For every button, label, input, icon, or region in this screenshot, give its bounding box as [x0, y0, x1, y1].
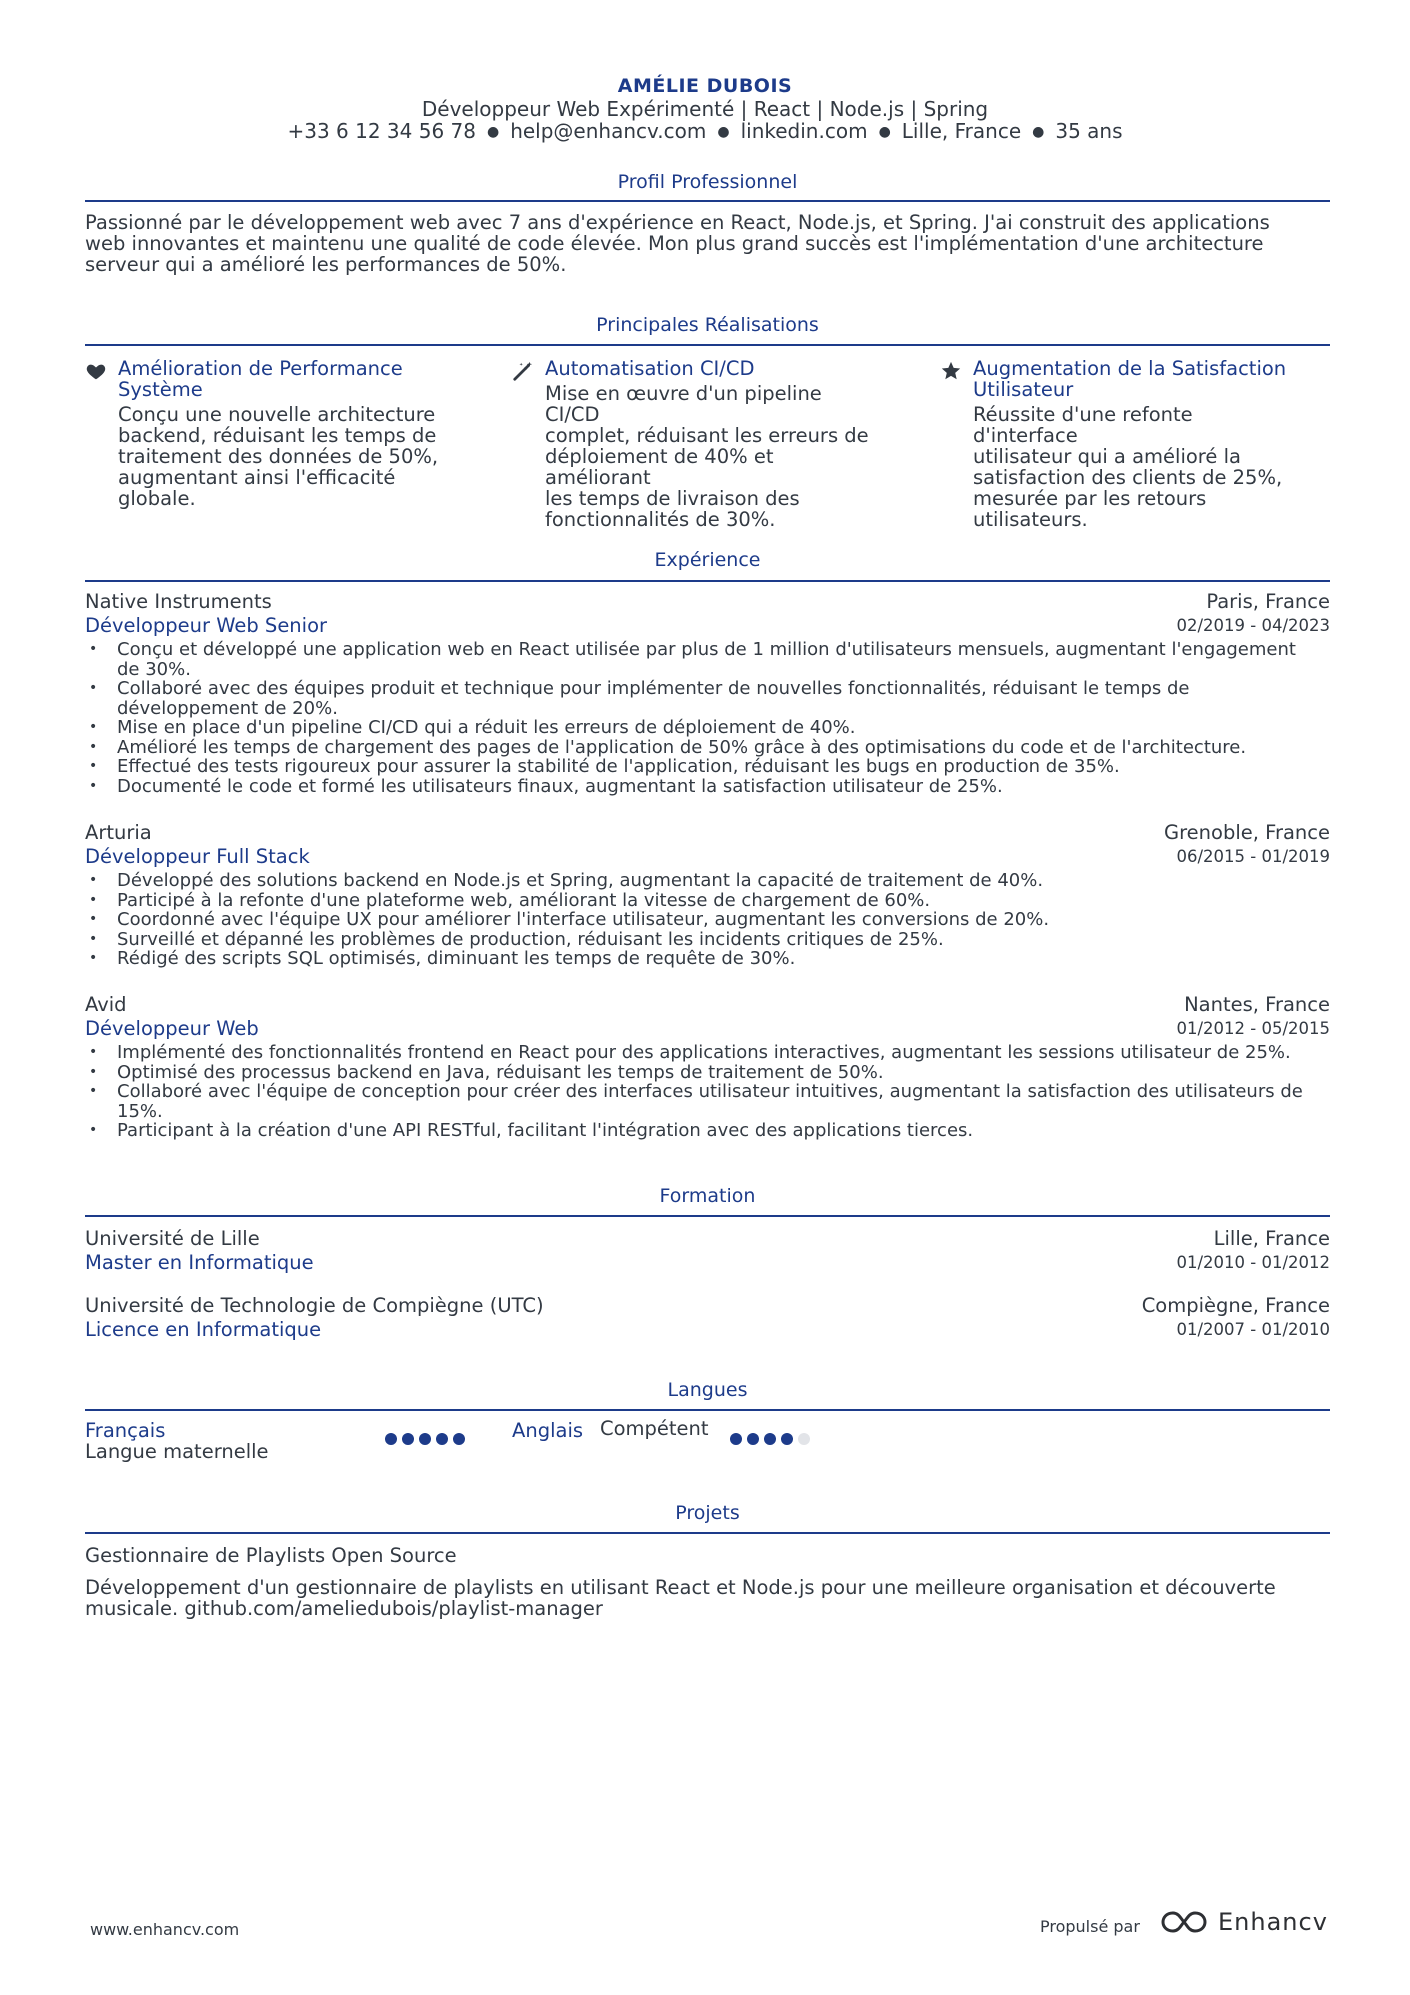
achievement-desc-line: backend, réduisant les temps de [118, 424, 437, 447]
rating-dot [730, 1433, 742, 1445]
list-item: • Participé à la refonte d'une plateforme web, améliorant la vitesse de chargement de 60%. [85, 891, 1330, 911]
age: 35 ans [1055, 119, 1123, 143]
project-title: Gestionnaire de Playlists Open Source [85, 1544, 457, 1567]
section-title-experience: Expérience [654, 549, 761, 571]
achievement-item [940, 358, 1300, 530]
achievement-desc-line: les temps de livraison des [545, 487, 800, 510]
language-item [512, 1420, 583, 1441]
job-location: Grenoble, France [1163, 821, 1330, 844]
rating-dot [402, 1433, 414, 1445]
separator-dot: ● [1032, 124, 1045, 140]
separator-dot: ● [717, 124, 730, 140]
job-dates: 01/2012 - 05/2015 [1176, 1019, 1330, 1038]
achievement-desc-line: Réussite d'une refonte d'interface [973, 403, 1193, 447]
rating-dot [436, 1433, 448, 1445]
section-title-languages: Langues [667, 1379, 748, 1401]
project-desc-line: Développement d'un gestionnaire de playlists en utilisant React et Node.js pour une meilleure organisation et découverte [85, 1576, 1276, 1599]
infinity-logo-icon [1160, 1909, 1208, 1935]
separator-dot: ● [878, 124, 891, 140]
list-item: • Mise en place d'un pipeline CI/CD qui a réduit les erreurs de déploiement de 40%. [85, 718, 1330, 738]
list-item: • Collaboré avec l'équipe de conception pour créer des interfaces utilisateur intuitives, augmentant la satisfaction des utilisateurs de 15%. [85, 1082, 1330, 1121]
language-name: Anglais [512, 1419, 584, 1442]
experience-entry [85, 993, 1330, 1141]
school-location: Lille, France [1213, 1227, 1330, 1250]
bullet-list [85, 1043, 1330, 1141]
rating-dot [798, 1433, 810, 1445]
summary-line: Passionné par le développement web avec 7 ans d'expérience en React, Node.js, et Spring. J'ai construit des applications [85, 211, 1270, 234]
job-location: Nantes, France [1184, 993, 1330, 1016]
list-item: • Effectué des tests rigoureux pour assurer la stabilité de l'application, réduisant les bugs en production de 35%. [85, 757, 1330, 777]
heart-icon [85, 360, 107, 382]
achievement-desc-line: complet, réduisant les erreurs de [545, 424, 869, 447]
summary-line: serveur qui a amélioré les performances de 50%. [85, 253, 567, 276]
section-divider [85, 1409, 1330, 1411]
rating-dot [385, 1433, 397, 1445]
rating-dot [764, 1433, 776, 1445]
language-item [85, 1420, 269, 1462]
achievement-desc-line: globale. [118, 487, 196, 510]
list-item: • Coordonné avec l'équipe UX pour améliorer l'interface utilisateur, augmentant les conversions de 20%. [85, 910, 1330, 930]
language-rating [730, 1433, 810, 1445]
language-level: Langue maternelle [85, 1440, 269, 1463]
list-item: • Participant à la création d'une API RESTful, facilitant l'intégration avec des applications tierces. [85, 1121, 1330, 1141]
achievement-title-line: Utilisateur [973, 378, 1074, 401]
list-item: • Conçu et développé une application web en React utilisée par plus de 1 million d'utilisateurs mensuels, augmentant l'engagement de 30%. [85, 640, 1330, 679]
experience-entry [85, 821, 1330, 969]
section-title-education: Formation [659, 1185, 756, 1207]
achievement-title [118, 358, 445, 400]
footer-url[interactable]: www.enhancv.com [90, 1920, 240, 1939]
section-divider [85, 344, 1330, 346]
language-name: Français [85, 1419, 166, 1442]
linkedin-link[interactable]: linkedin.com [740, 119, 868, 143]
education-dates: 01/2010 - 01/2012 [1176, 1253, 1330, 1272]
bullet-list [85, 871, 1330, 969]
separator-dot: ● [486, 124, 500, 140]
language-rating [385, 1433, 465, 1445]
achievement-title [973, 358, 1300, 400]
achievement-desc-line: traitement des données de 50%, [118, 445, 439, 468]
rating-dot [419, 1433, 431, 1445]
school-name: Université de Lille [85, 1227, 260, 1250]
achievement-description [118, 404, 445, 509]
brand-name: Enhancv [1218, 1908, 1328, 1936]
achievement-title-line: Système [118, 378, 203, 401]
job-title: Développeur Web [85, 1017, 259, 1040]
bullet-list [85, 640, 1330, 796]
job-title: Développeur Full Stack [85, 845, 310, 868]
list-item: • Amélioré les temps de chargement des pages de l'application de 50% grâce à des optimisations du code et de l'architecture. [85, 738, 1330, 758]
section-divider [85, 200, 1330, 202]
section-divider [85, 580, 1330, 582]
section-title-achievements: Principales Réalisations [596, 314, 819, 336]
location: Lille, France [901, 119, 1022, 143]
section-divider [85, 1215, 1330, 1217]
experience-entry [85, 590, 1330, 796]
achievement-desc-line: mesurée par les retours [973, 487, 1207, 510]
powered-by-label: Propulsé par [1040, 1917, 1140, 1936]
candidate-name: AMÉLIE DUBOIS [617, 75, 793, 97]
achievement-item [85, 358, 445, 509]
list-item: • Collaboré avec des équipes produit et technique pour implémenter de nouvelles fonctionnalités, réduisant le temps de développement de 20%. [85, 679, 1330, 718]
job-title: Développeur Web Senior [85, 614, 328, 637]
project-desc-line[interactable]: musicale. github.com/ameliedubois/playlist-manager [85, 1597, 603, 1620]
education-entry [85, 1294, 1330, 1342]
profile-summary [85, 212, 1330, 275]
job-dates: 06/2015 - 01/2019 [1176, 847, 1330, 866]
job-dates: 02/2019 - 04/2023 [1176, 616, 1330, 635]
rating-dot [747, 1433, 759, 1445]
job-location: Paris, France [1206, 590, 1330, 613]
rating-dot [781, 1433, 793, 1445]
list-item: • Implémenté des fonctionnalités frontend en React pour des applications interactives, augmentant les sessions utilisateur de 25%. [85, 1043, 1330, 1063]
degree: Master en Informatique [85, 1251, 314, 1274]
achievement-desc-line: fonctionnalités de 30%. [545, 508, 776, 531]
list-item: • Documenté le code et formé les utilisateurs finaux, augmentant la satisfaction utilisateur de 25%. [85, 777, 1330, 797]
company-name: Avid [85, 993, 127, 1016]
achievement-desc-line: augmentant ainsi l'efficacité [118, 466, 396, 489]
language-level: Compétent [600, 1417, 709, 1440]
company-name: Native Instruments [85, 590, 272, 613]
achievement-desc-line: satisfaction des clients de 25%, [973, 466, 1283, 489]
email-link[interactable]: help@enhancv.com [510, 119, 707, 143]
education-dates: 01/2007 - 01/2010 [1176, 1320, 1330, 1339]
list-item: • Surveillé et dépanné les problèmes de production, réduisant les incidents critiques de 25%. [85, 930, 1330, 950]
achievement-item [512, 358, 872, 530]
contact-line [0, 119, 1410, 143]
achievement-desc-line: utilisateurs. [973, 508, 1088, 531]
achievement-title-line: Automatisation CI/CD [545, 357, 755, 380]
achievement-description [973, 404, 1300, 530]
achievement-desc-line: Conçu une nouvelle architecture [118, 403, 436, 426]
achievement-description [545, 383, 872, 530]
list-item: • Optimisé des processus backend en Java, réduisant les temps de traitement de 50%. [85, 1063, 1330, 1083]
phone: +33 6 12 34 56 78 [287, 119, 476, 143]
section-divider [85, 1532, 1330, 1534]
achievement-desc-line: déploiement de 40% et améliorant [545, 445, 774, 489]
achievement-title-line: Amélioration de Performance [118, 357, 403, 380]
achievement-desc-line: Mise en œuvre d'un pipeline CI/CD [545, 382, 822, 426]
summary-line: web innovantes et maintenu une qualité de code élevée. Mon plus grand succès est l'implémentation d'une architecture [85, 232, 1264, 255]
candidate-headline: Développeur Web Expérimenté | React | Node.js | Spring [421, 97, 989, 121]
magic-wand-icon [512, 360, 534, 382]
achievement-desc-line: utilisateur qui a amélioré la [973, 445, 1241, 468]
company-name: Arturia [85, 821, 152, 844]
list-item: • Développé des solutions backend en Node.js et Spring, augmentant la capacité de traitement de 40%. [85, 871, 1330, 891]
project-description [85, 1577, 1330, 1619]
section-title-profile: Profil Professionnel [617, 171, 798, 193]
list-item: • Rédigé des scripts SQL optimisés, diminuant les temps de requête de 30%. [85, 949, 1330, 969]
enhancv-logo[interactable] [1160, 1908, 1328, 1936]
education-entry [85, 1227, 1330, 1275]
achievement-title [545, 358, 872, 379]
star-icon [940, 360, 962, 382]
school-location: Compiègne, France [1141, 1294, 1330, 1317]
rating-dot [453, 1433, 465, 1445]
achievement-title-line: Augmentation de la Satisfaction [973, 357, 1287, 380]
degree: Licence en Informatique [85, 1318, 322, 1341]
school-name: Université de Technologie de Compiègne (UTC) [85, 1294, 544, 1317]
section-title-projects: Projets [675, 1502, 740, 1524]
